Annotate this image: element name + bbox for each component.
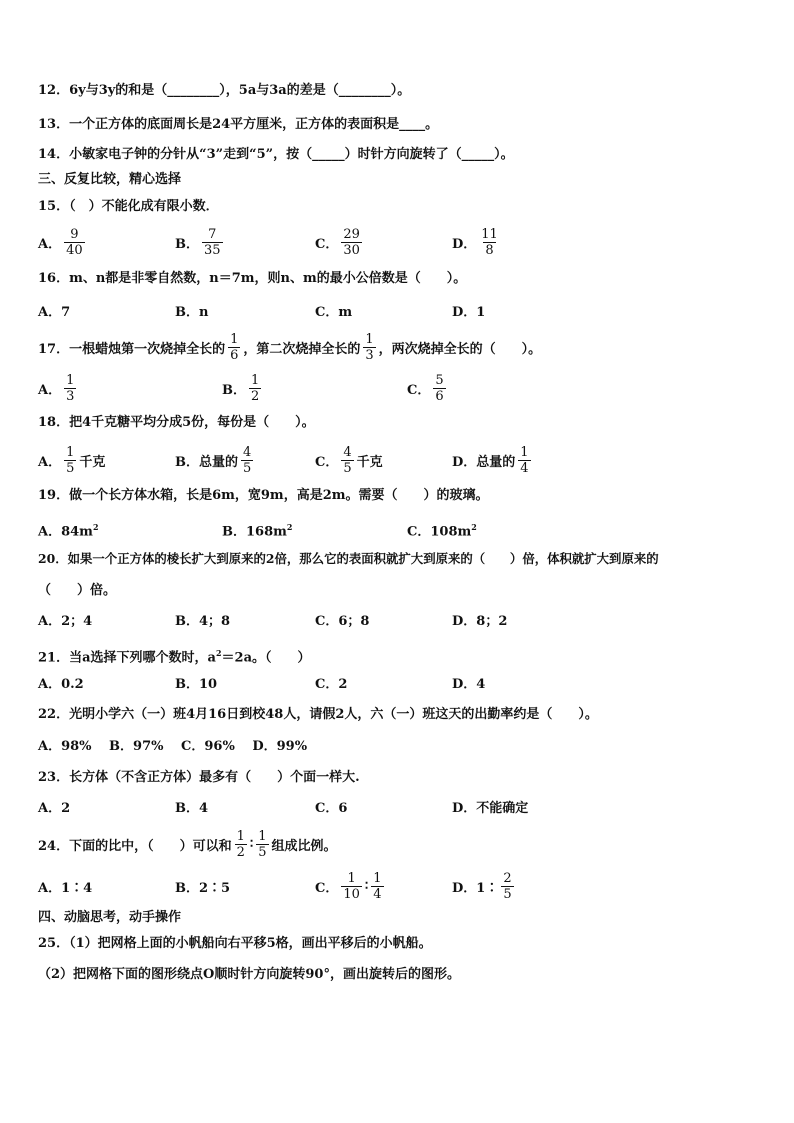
numerator: 1 <box>236 828 245 844</box>
numerator: 5 <box>435 372 444 388</box>
fraction <box>341 445 353 476</box>
question-15-stem: 15．（ ）不能化成有限小数． <box>38 199 219 214</box>
option-c <box>407 518 477 541</box>
stem-part: 组成比例。 <box>271 838 337 854</box>
question-14: 14．小敏家电子钟的分针从“3”走到“5”，按（_____）时针方向旋转了（_____）。 <box>38 147 514 162</box>
question-20-line2: （ ）倍。 <box>38 583 117 598</box>
denominator: 6 <box>435 388 444 404</box>
option-label: A． <box>38 382 62 398</box>
option-c: C．6；8 <box>315 614 370 629</box>
stem-part: ＝2a。（ ） <box>221 650 311 666</box>
numerator: 1 <box>258 828 267 844</box>
denominator: 5 <box>503 886 512 902</box>
numerator: 1 <box>373 870 382 886</box>
question-22-options: A．98% B．97% C．96% D．99% <box>38 739 308 754</box>
option-label: C． <box>315 454 339 470</box>
option-b: B．2∶5 <box>175 880 231 896</box>
numerator: 1 <box>66 444 75 460</box>
question-25-part2: （2）把网格下面的图形绕点O顺时针方向旋转90°，画出旋转后的图形。 <box>38 967 460 982</box>
option-label: A． <box>38 454 62 470</box>
fraction <box>64 373 76 404</box>
option-a <box>38 440 105 480</box>
fraction <box>256 829 268 860</box>
option-d <box>452 440 534 480</box>
fraction <box>371 871 383 902</box>
denominator: 40 <box>66 242 83 258</box>
numerator: 7 <box>208 226 217 242</box>
denominator: 5 <box>66 460 75 476</box>
superscript: 2 <box>286 522 293 532</box>
option-label: D．1∶ <box>452 880 499 896</box>
fraction <box>518 445 530 476</box>
fraction <box>235 829 247 860</box>
fraction <box>433 373 445 404</box>
numerator: 11 <box>481 226 498 242</box>
denominator: 35 <box>204 242 221 258</box>
option-label: C． <box>407 382 431 398</box>
option-text: C．108m <box>407 524 472 540</box>
fraction <box>64 227 85 258</box>
option-label: B． <box>175 236 199 252</box>
denominator: 4 <box>373 886 382 902</box>
stem-part: 17．一根蜡烛第一次烧掉全长的 <box>38 341 226 357</box>
denominator: 3 <box>66 388 75 404</box>
denominator: 30 <box>343 242 360 258</box>
option-b: B．10 <box>175 677 218 692</box>
question-12: 12．6y与3y的和是（________），5a与3a的差是（________）。 <box>38 83 411 98</box>
question-24-stem <box>38 824 337 864</box>
numerator: 1 <box>347 870 356 886</box>
option-b <box>222 368 264 408</box>
stem-part: ，第二次烧掉全长的 <box>243 341 361 357</box>
numerator: 1 <box>251 372 260 388</box>
option-a: A．2 <box>38 801 71 816</box>
numerator: 1 <box>365 331 374 347</box>
fraction <box>341 227 362 258</box>
option-c: C．m <box>315 304 353 320</box>
option-b <box>175 440 256 480</box>
denominator: 4 <box>520 460 529 476</box>
fraction <box>479 227 500 258</box>
stem-part: 21．当a选择下列哪个数时，a <box>38 650 216 666</box>
denominator: 2 <box>236 844 245 860</box>
option-c <box>407 368 449 408</box>
option-label: B．总量的 <box>175 454 238 470</box>
denominator: 5 <box>258 844 267 860</box>
option-b: B．n <box>175 304 209 320</box>
denominator: 5 <box>243 460 252 476</box>
question-18-stem: 18．把4千克糖平均分成5份，每份是（ ）。 <box>38 415 315 430</box>
option-a <box>38 222 88 262</box>
superscript: 2 <box>92 522 99 532</box>
fraction <box>249 373 261 404</box>
fraction <box>363 332 375 363</box>
option-label: D．总量的 <box>452 454 516 470</box>
option-a <box>38 368 79 408</box>
option-label: B． <box>222 382 246 398</box>
question-21-stem <box>38 644 311 667</box>
option-a: A．2；4 <box>38 614 93 629</box>
superscript: 2 <box>215 648 222 658</box>
numerator: 1 <box>66 372 75 388</box>
question-25-part1: 25．（1）把网格上面的小帆船向右平移5格，画出平移后的小帆船。 <box>38 936 432 951</box>
numerator: 4 <box>343 444 352 460</box>
option-text: A．84m <box>38 524 93 540</box>
section-3-heading: 三、反复比较，精心选择 <box>38 172 182 187</box>
option-d: D．8；2 <box>452 614 508 629</box>
option-label: C． <box>315 880 339 896</box>
question-23-stem: 23．长方体（不含正方体）最多有（ ）个面一样大. <box>38 770 360 785</box>
question-20-line1: 20．如果一个正方体的棱长扩大到原来的2倍，那么它的表面积就扩大到原来的（ ）倍，体积就扩大到原来的 <box>38 551 659 566</box>
denominator: 3 <box>365 347 374 363</box>
numerator: 1 <box>230 331 239 347</box>
question-17-stem <box>38 327 541 367</box>
option-b <box>175 222 226 262</box>
question-19-stem: 19．做一个长方体水箱，长是6m，宽9m，高是2m。需要（ ）的玻璃。 <box>38 488 489 503</box>
option-c <box>315 440 383 480</box>
fraction <box>202 227 223 258</box>
option-label: A． <box>38 236 62 252</box>
option-c: C．2 <box>315 677 348 692</box>
numerator: 1 <box>520 444 529 460</box>
option-b <box>222 518 292 541</box>
option-label: D． <box>452 236 477 252</box>
section-4-heading: 四、动脑思考，动手操作 <box>38 910 182 925</box>
denominator: 5 <box>343 460 352 476</box>
fraction <box>241 445 253 476</box>
fraction <box>64 445 76 476</box>
option-a <box>38 518 99 541</box>
superscript: 2 <box>471 522 477 532</box>
option-d: D．1 <box>452 304 486 320</box>
option-d <box>452 222 503 262</box>
option-d: D．4 <box>452 677 486 692</box>
option-b: B．4 <box>175 801 209 816</box>
ratio-colon: ∶ <box>249 836 254 852</box>
stem-part: ，两次烧掉全长的（ ）。 <box>378 341 542 357</box>
fraction <box>228 332 240 363</box>
option-d <box>452 866 517 906</box>
option-a: A．7 <box>38 304 71 320</box>
option-c <box>315 866 387 906</box>
fraction <box>341 871 362 902</box>
numerator: 29 <box>343 226 360 242</box>
fraction <box>501 871 513 902</box>
numerator: 4 <box>243 444 252 460</box>
option-text: B．168m <box>222 524 287 540</box>
question-16-stem: 16．m、n都是非零自然数，n＝7m，则n、m的最小公倍数是（ ）。 <box>38 271 467 286</box>
denominator: 10 <box>343 886 360 902</box>
question-22-stem: 22．光明小学六（一）班4月16日到校48人，请假2人，六（一）班这天的出勤率约是（ ）。 <box>38 707 598 722</box>
question-13: 13．一个正方体的底面周长是24平方厘米，正方体的表面积是____。 <box>38 117 439 132</box>
option-unit: 千克 <box>79 454 106 470</box>
option-b: B．4；8 <box>175 614 231 629</box>
denominator: 6 <box>230 347 239 363</box>
stem-part: 24．下面的比中，（ ）可以和 <box>38 838 232 854</box>
numerator: 9 <box>70 226 79 242</box>
denominator: 2 <box>251 388 260 404</box>
ratio-colon: ∶ <box>364 878 369 894</box>
option-d: D．不能确定 <box>452 801 529 816</box>
option-a: A．1∶4 <box>38 880 93 896</box>
option-unit: 千克 <box>356 454 383 470</box>
option-c: C．6 <box>315 801 348 816</box>
option-c <box>315 222 365 262</box>
option-a: A．0.2 <box>38 677 84 692</box>
option-label: C． <box>315 236 339 252</box>
denominator: 8 <box>485 242 494 258</box>
numerator: 2 <box>503 870 512 886</box>
